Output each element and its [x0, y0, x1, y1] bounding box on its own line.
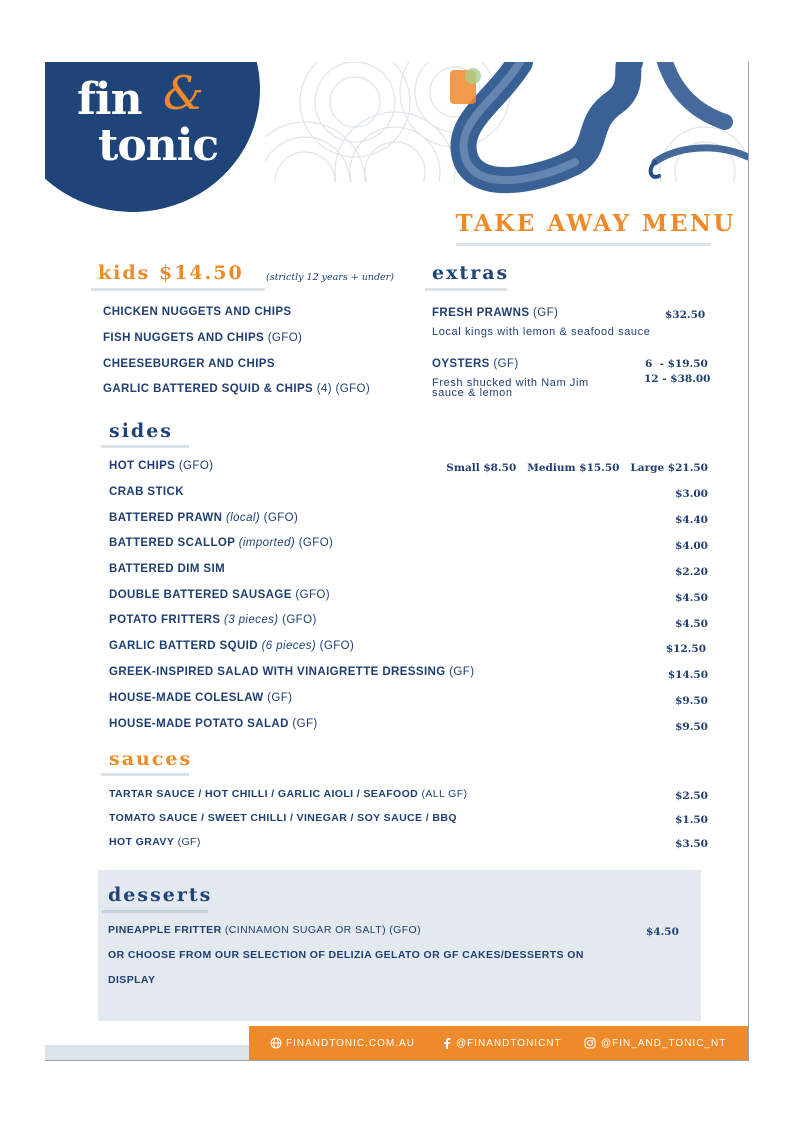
sides-heading: sides — [109, 420, 173, 442]
extras-oysters-desc: Fresh shucked with Nam Jim sauce & lemon — [432, 377, 589, 399]
desserts-line: OR CHOOSE FROM OUR SELECTION OF DELIZIA GELATO OR GF CAKES/DESSERTS ON — [108, 949, 584, 961]
extras-prawns: FRESH PRAWNS (GF) — [432, 307, 559, 319]
sauces-item: TARTAR SAUCE / HOT CHILLI / GARLIC AIOLI / SEAFOOD (ALL GF) — [109, 788, 468, 800]
sides-item-price: $12.50 — [665, 643, 706, 655]
extras-underline — [425, 288, 507, 291]
octopus-illustration — [425, 62, 748, 202]
sides-hot-chips-prices: Small $8.50 Medium $15.50 Large $21.50 — [446, 462, 708, 474]
sides-item: HOUSE-MADE POTATO SALAD (GF) — [109, 718, 318, 730]
sauces-item-price: $1.50 — [675, 814, 708, 826]
desserts-fritter: PINEAPPLE FRITTER (CINNAMON SUGAR OR SALT) (GFO) — [108, 924, 422, 936]
kids-item: CHEESEBURGER AND CHIPS — [103, 358, 275, 370]
sides-item-price: $14.50 — [667, 669, 708, 681]
menu-page — [45, 62, 749, 1061]
desserts-fritter-price: $4.50 — [646, 926, 679, 938]
instagram-icon — [584, 1037, 596, 1049]
menu-title: TAKE AWAY MENU — [455, 210, 736, 237]
kids-item: GARLIC BATTERED SQUID & CHIPS (4) (GFO) — [103, 383, 371, 395]
sauces-item: HOT GRAVY (GF) — [109, 836, 201, 848]
extras-heading: extras — [432, 262, 510, 284]
desserts-underline — [102, 910, 208, 913]
sides-item-price: $4.00 — [675, 540, 708, 552]
desserts-line: DISPLAY — [108, 974, 156, 986]
sides-item-price: $9.50 — [675, 695, 708, 707]
sauces-item-price: $2.50 — [675, 790, 708, 802]
desserts-panel — [98, 870, 701, 1021]
sides-underline — [101, 445, 189, 448]
sides-item-price: $4.50 — [675, 592, 708, 604]
sides-item-price: $2.20 — [675, 566, 708, 578]
extras-prawns-price: $32.50 — [665, 309, 706, 321]
extras-prawns-desc: Local kings with lemon & seafood sauce — [432, 326, 651, 338]
sides-item-price: $4.50 — [675, 618, 708, 630]
facebook-icon — [443, 1037, 451, 1049]
sauces-heading: sauces — [109, 748, 193, 770]
sides-item: BATTERED DIM SIM — [109, 563, 226, 575]
sauces-underline — [101, 773, 189, 776]
sauces-item-price: $3.50 — [675, 838, 708, 850]
footer-grey-band — [45, 1045, 249, 1060]
sides-item: BATTERED PRAWN (local) (GFO) — [109, 512, 299, 524]
sides-item-price: $9.50 — [675, 721, 708, 733]
kids-underline — [91, 288, 265, 291]
globe-icon — [270, 1037, 282, 1049]
logo-tonic-text: tonic — [98, 120, 219, 171]
logo-ampersand: & — [163, 66, 204, 120]
footer-instagram-link[interactable]: @FIN_AND_TONIC_NT — [601, 1038, 727, 1049]
extras-oysters-price-12: 12 - $38.00 — [644, 373, 711, 385]
kids-item: FISH NUGGETS AND CHIPS (GFO) — [103, 332, 303, 344]
sides-item: BATTERED SCALLOP (imported) (GFO) — [109, 537, 334, 549]
sides-item: GARLIC BATTERD SQUID (6 pieces) (GFO) — [109, 640, 355, 652]
sides-item-price: $4.40 — [675, 514, 708, 526]
kids-age-note: (strictly 12 years + under) — [266, 272, 394, 283]
footer-facebook-link[interactable]: @FINANDTONICNT — [456, 1038, 562, 1049]
footer-website-link[interactable]: FINANDTONIC.COM.AU — [286, 1038, 415, 1049]
sides-item-price: $3.00 — [675, 488, 708, 500]
sides-item: HOUSE-MADE COLESLAW (GF) — [109, 692, 293, 704]
extras-oysters-price-6: 6 - $19.50 — [645, 358, 708, 370]
sauces-item: TOMATO SAUCE / SWEET CHILLI / VINEGAR / SOY SAUCE / BBQ — [109, 812, 457, 824]
desserts-heading: desserts — [108, 884, 213, 906]
kids-item: CHICKEN NUGGETS AND CHIPS — [103, 306, 292, 318]
extras-oysters: OYSTERS (GF) — [432, 358, 519, 370]
sides-item: CRAB STICK — [109, 486, 184, 498]
logo-fin-text: fin — [77, 74, 142, 125]
sides-item: POTATO FRITTERS (3 pieces) (GFO) — [109, 614, 317, 626]
footer-bar — [249, 1026, 748, 1060]
kids-heading: kids $14.50 — [98, 262, 244, 284]
title-underline — [456, 243, 711, 246]
sides-item-hot-chips: HOT CHIPS (GFO) — [109, 460, 214, 472]
sides-item: DOUBLE BATTERED SAUSAGE (GFO) — [109, 589, 330, 601]
sides-item: GREEK-INSPIRED SALAD WITH VINAIGRETTE DRESSING (GF) — [109, 666, 475, 678]
